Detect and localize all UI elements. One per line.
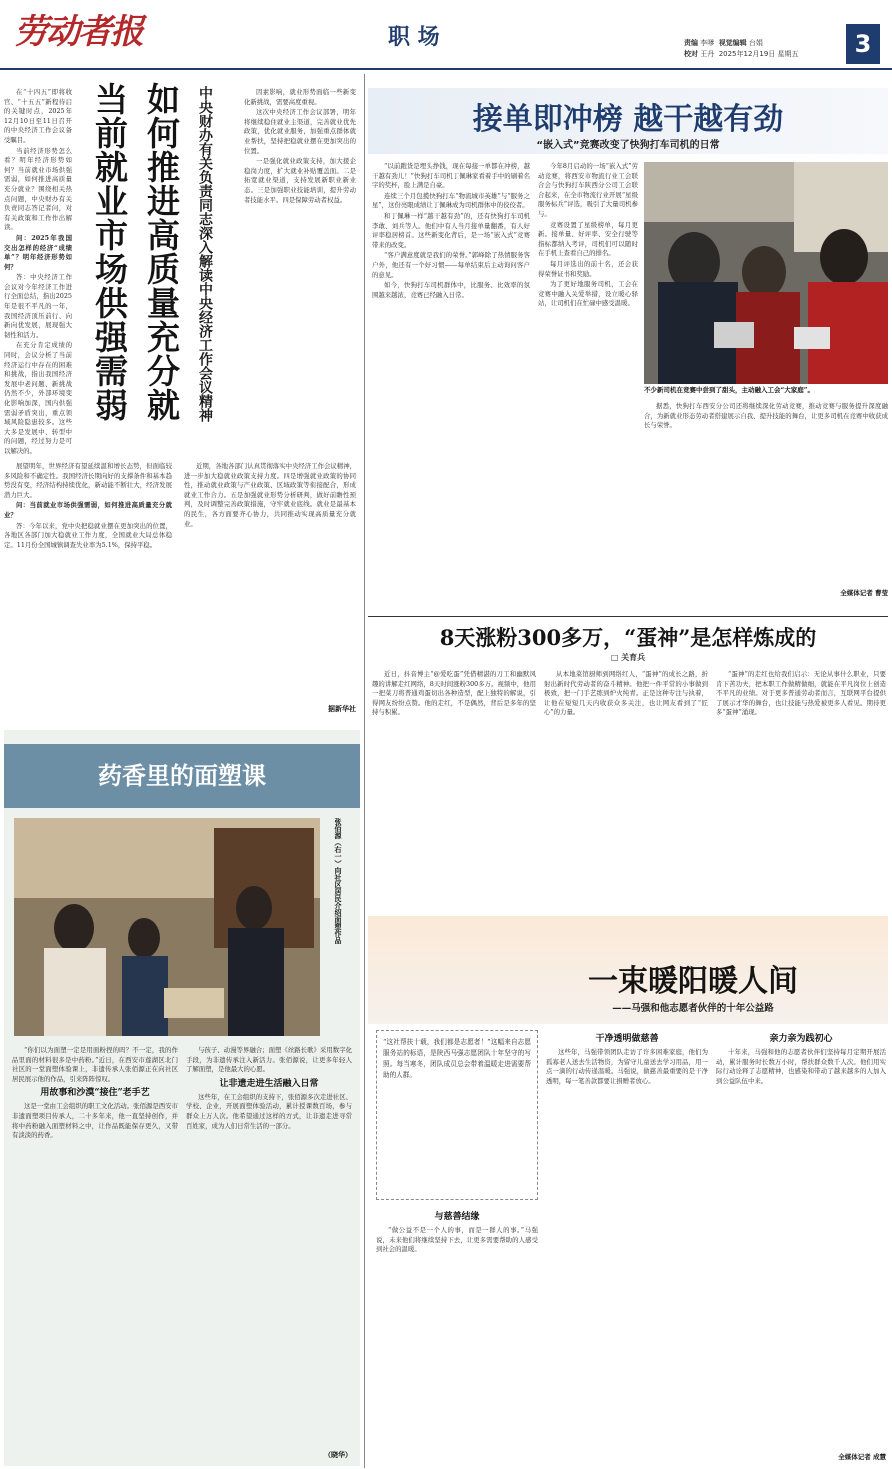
left-article: [0, 72, 362, 722]
middle-feature: [368, 616, 892, 906]
bottom-feature-title: 一束暖阳暖人间: [588, 964, 798, 996]
issue-date: 2025年12月19日 星期五: [718, 50, 799, 58]
left-feature-col1: [12, 1046, 178, 1460]
top-feature: [368, 84, 892, 610]
proof-label: 校对: [684, 50, 698, 58]
bottom-feature-quote-box: [376, 1030, 538, 1200]
clay-class-photo: [14, 818, 320, 1036]
left-feature: [4, 730, 360, 1466]
headline-line1: 如何推进高质量充分就: [142, 82, 181, 422]
middle-feature-author-name: 关育兵: [621, 653, 646, 662]
credits-block: [684, 38, 834, 68]
paragraph: 十年来，马强和他的志愿者伙伴们坚持每月定期开展活动，累计服务时长数万小时，帮扶群众数千人次。他们用实际行动诠释了志愿精神，也感染和带动了越来越多的人加入到公益队伍中来。: [716, 1048, 886, 1085]
middle-feature-col2: [544, 670, 708, 898]
bottom-feature-title-band: [368, 916, 888, 1024]
author-box-icon: □: [610, 653, 619, 662]
paragraph: 近期，各地各部门认真贯彻落实中央经济工作会议精神，进一步加大稳就业政策支持力度。四是增强就业政策的协同性，推动就业政策与产业政策、区域政策等衔接配合，形成就业工作合力。五是加强就业形势分析研判，做好前瞻性预判，及时调整完善政策措施，守牢就业底线。就业是最基本的民生，各方面要齐心协力，共同推动实现高质量充分就业。: [184, 462, 356, 528]
left-feature-subhead1: 用故事和沙漠“接住”老手艺: [40, 1088, 150, 1099]
middle-feature-title: 8天涨粉300多万，“蛋神”是怎样炼成的: [439, 625, 817, 650]
left-feature-title: 药香里的面塑课: [4, 744, 360, 808]
middle-feature-col3: [716, 670, 886, 898]
headline-line2: 当前就业市场供强需弱: [90, 82, 129, 422]
newspaper-logo: 劳动者报: [14, 12, 142, 52]
paragraph: 连续三个月包揽快狗打车“物流城市英雄”与“服务之星”，这份亮眼成绩让丁佩琳成为司机群体中的佼佼者。: [372, 191, 530, 210]
editor-label: 责编: [684, 39, 698, 47]
paragraph: 和丁佩琳一样“越干越有劲”的，还有快狗打车司机李敢、刘兵等人。他们中有人当月接单量翻番，有人好评率稳居榜首。这些新变化背后，是一场“嵌入式”竞赛带来的改变。: [372, 211, 530, 249]
paragraph: 从本地菜馆厨师到网络红人，“蛋神”的成长之路，折射出新时代劳动者的奋斗精神。他把一件平常的小事做到极致，把一门手艺练到炉火纯青。正是这种专注与执着，让他在短短几天内收获众多关注，也让网友看到了“匠心”的力量。: [544, 670, 708, 717]
bottom-feature-col1: [376, 1208, 538, 1458]
left-article-source: 据新华社: [328, 705, 356, 713]
left-feature-subhead2: 让非遗走进生活融入日常: [219, 1078, 319, 1089]
bottom-feature-col2: [546, 1030, 708, 1458]
clay-class-caption: 张佰源（右一）向社区居民介绍面塑作品: [334, 818, 343, 944]
top-feature-source: 全媒体记者 曹莹: [840, 589, 888, 597]
paragraph: “你们以为面塑一定是用面粉捏的吗？不一定，我的作品里面的材料很多是中药粉。”近日，在西安市莲湖区北门社区的一堂面塑体验课上，非遗传承人张佰源正在向社区居民展示他的作品，引来阵阵惊叹。: [12, 1046, 178, 1083]
bottom-feature-quote: “这社帮扶十载，我们都是志愿者！”这幅来自志愿服务站的标语，是陕西马强志愿团队十年坚守的写照。每当寒冬，团队成员总会带着温暖走进需要帮助的人群。: [383, 1038, 531, 1079]
paragraph: 在“十四五”即将收官、“十五五”新程待启的关键时点，2025年12月10日至11日召开的中央经济工作会议备受瞩目。: [4, 88, 72, 144]
editor-name: 李嗲: [700, 39, 715, 47]
left-article-col2: [4, 462, 172, 712]
left-article-col4: [184, 462, 356, 698]
paragraph: “蛋神”的走红也给我们启示：无论从事什么职业，只要肯下苦功夫，把本职工作做精做细，就能在平凡岗位上创造不平凡的业绩。对于更多普通劳动者而言，互联网平台提供了展示才华的舞台，也让技能与热爱被更多人看见。期待更多“蛋神”涌现。: [716, 670, 886, 717]
paragraph: 这些年，在工会组织的支持下，张佰源多次走进社区、学校、企业，开展面塑体验活动，累计授课数百场，参与群众上万人次。他希望通过这样的方式，让非遗走进寻常百姓家，成为人们日常生活的一部分。: [186, 1092, 352, 1130]
top-feature-subtitle: “嵌入式”竞赛改变了快狗打车司机的日常: [536, 140, 720, 151]
paragraph: 为了更好地服务司机，工会在竞赛中融入关爱举措，设立暖心驿站，让司机们在忙碌中感受温暖。: [538, 280, 638, 308]
question: 问：2025年我国交出怎样的经济“成绩单”？明年经济形势如何？: [4, 233, 72, 271]
left-feature-source: （晓华）: [324, 1451, 352, 1459]
bottom-feature-subhead2: 与慈善结缘: [434, 1212, 480, 1222]
paragraph: 在充分肯定成绩的同时，会议分析了当前经济运行中存在的困难和挑战，指出我国经济发展中老问题、新挑战仍然不少，外部环境变化影响加深，国内供强需弱矛盾突出，重点领域风险隐患较多。这些大多是发展中、转型中的问题，经过努力是可以解决的。: [4, 341, 72, 455]
paragraph: 这次中央经济工作会议部署，明年将继续稳住就业主渠道，完善就业优先政策，优化就业服务，加强重点群体就业帮扶，坚持把稳就业摆在更加突出的位置。: [244, 108, 356, 155]
top-feature-col3: [644, 402, 888, 582]
drivers-photo-caption: 不少新司机在竞赛中尝到了甜头，主动融入工会“大家庭”。: [644, 386, 814, 394]
left-feature-col2: [186, 1046, 352, 1460]
bottom-feature-col3: [716, 1030, 886, 1450]
question: 问：当前就业市场供强需弱，如何推进高质量充分就业？: [4, 501, 172, 519]
paragraph: 据悉，快狗打车西安分公司还将继续深化劳动竞赛，推动竞赛与服务提升深度融合，为新就业形态劳动者搭建展示自我、提升技能的舞台，让更多司机在竞赛中收获成长与荣誉。: [644, 402, 888, 430]
paragraph: 每月评选出的前十名，还会获得荣誉证书和奖励。: [538, 259, 638, 278]
headline-subtitle: 中央财办有关负责同志深入解读中央经济工作会议精神: [197, 86, 213, 422]
middle-feature-col1: [372, 670, 536, 898]
page-number: 3: [846, 24, 880, 64]
top-feature-col1: [372, 162, 530, 602]
masthead-rule: [0, 68, 892, 70]
paragraph: “做公益不是一个人的事，而是一群人的事。”马强说，未来他们将继续坚持下去，让更多需要帮助的人感受到社会的温暖。: [376, 1226, 538, 1254]
paragraph: 答：中央经济工作会议对今年经济工作进行全面总结，指出2025年是很不平凡的一年，我国经济顶压前行、向新向优发展，展现强大韧性和活力。: [4, 273, 72, 339]
paragraph: “以前跑货是埋头挣钱，现在每接一单都在冲榜，越干越有劲儿！”快狗打车司机丁佩琳家看着手中的刷着名字的奖杯，脸上满是自豪。: [372, 162, 530, 190]
bottom-feature-subhead3: 亲力亲为践初心: [769, 1034, 833, 1044]
paragraph: 因素影响，就业形势面临一些新变化新挑战，需要高度重视。: [244, 88, 356, 106]
paragraph: 今年8月启动的一场“嵌入式”劳动竞赛，将西安市物流行业工会联合会与快狗打车陕西分公司工会联合起来，在全市物流行业开展“星级服务标兵”评选，吸引了大量司机参与。: [538, 162, 638, 218]
paragraph: 如今，快狗打车司机群体中，比服务、比效率的氛围越来越浓，竞赛已经融入日常。: [372, 281, 530, 299]
paragraph: 这是一堂由工会组织的职工文化活动。张佰源是西安市非遗面塑项目传承人，二十多年来，他一直坚持创作，并将中药粉融入面塑材料之中，让作品既能保存更久，又带有淡淡的药香。: [12, 1102, 178, 1140]
visual-label: 视觉编辑: [718, 39, 747, 47]
drivers-photo-illustration: [644, 162, 888, 384]
drivers-photo: [644, 162, 888, 384]
middle-rule-top: [368, 616, 888, 617]
bottom-feature: [368, 912, 892, 1466]
paragraph: 当前经济形势怎么看？明年经济形势如何？当前就业市场供强需弱，如何推进高质量充分就业？围绕相关热点问题，中央财办有关负责同志答记者问，对有关政策和工作作出解读。: [4, 146, 72, 232]
section-title: 职 场: [388, 24, 440, 50]
paragraph: 答：今年以来，党中央把稳就业摆在更加突出的位置，各地区各部门加大稳就业工作力度，全国就业大局总体稳定。11月份全国城镇调查失业率为5.1%，保持平稳。: [4, 521, 172, 549]
top-feature-title-band: [368, 88, 888, 154]
visual-editor-name: 台娟: [748, 39, 763, 47]
paragraph: 竞赛设置了星级榜单，每月更新。接单量、好评率、安全行驶等指标都纳入考评，司机们可以随时在手机上查看自己的排名。: [538, 220, 638, 258]
top-feature-col2: [538, 162, 638, 602]
left-article-col3: [244, 88, 356, 456]
paragraph: 近日，抖音博主“@爱吃蛋”凭借精湛的刀工和幽默风趣的讲解走红网络，8天时间涨粉300多万。视频中，他用一把菜刀将普通鸡蛋切出各种造型，配上独特的解说，引得网友纷纷点赞。他的走红，不是偶然，背后是多年的坚持与积累。: [372, 670, 536, 717]
paragraph: 展望明年，世界经济有望延续温和增长态势，但面临较多风险和不确定性。我国经济长期向好的支撑条件和基本趋势没有变，经济结构持续优化，新动能不断壮大，经济发展潜力巨大。: [4, 462, 172, 499]
top-feature-title: 接单即冲榜 越干越有劲: [472, 102, 784, 137]
middle-feature-author: [368, 652, 888, 666]
proof-name: 王丹: [700, 50, 715, 58]
paragraph: 这些年，马强带领团队走访了许多困难家庭，他们为孤寡老人送去生活物资，为留守儿童送去学习用品，用一点一滴的行动传递温暖。马强说，做慈善最重要的是干净透明，每一笔善款都要让捐赠者放心。: [546, 1048, 708, 1085]
paragraph: “客户满意度就是我们的荣誉。”郭峰除了热情服务客户外，他还有一个好习惯——每单结束后主动询问客户的意见。: [372, 251, 530, 279]
bottom-feature-subtitle: ——马强和他志愿者伙伴的十年公益路: [612, 1003, 774, 1014]
left-article-col1: [4, 88, 72, 456]
bottom-feature-source: 全媒体记者 成慧: [838, 1453, 886, 1461]
paragraph: 一是强化就业政策支持，加大援企稳岗力度，扩大就业补贴覆盖面。二是拓宽就业渠道，支持发展新职业新业态。三是加强职业技能培训，提升劳动者技能水平。四是保障劳动者权益。: [244, 157, 356, 204]
clay-class-illustration: [14, 818, 320, 1036]
column-divider: [364, 74, 365, 1468]
left-headline-block: [76, 82, 242, 454]
masthead: [0, 0, 892, 72]
bottom-feature-subhead1: 干净透明做慈善: [595, 1034, 659, 1044]
paragraph: 与孩子、动漫等界融合；面塑《丝路长歌》采用数字化手段，为非遗传承注入新活力。张佰源说，让更多年轻人了解面塑，是他最大的心愿。: [186, 1046, 352, 1074]
